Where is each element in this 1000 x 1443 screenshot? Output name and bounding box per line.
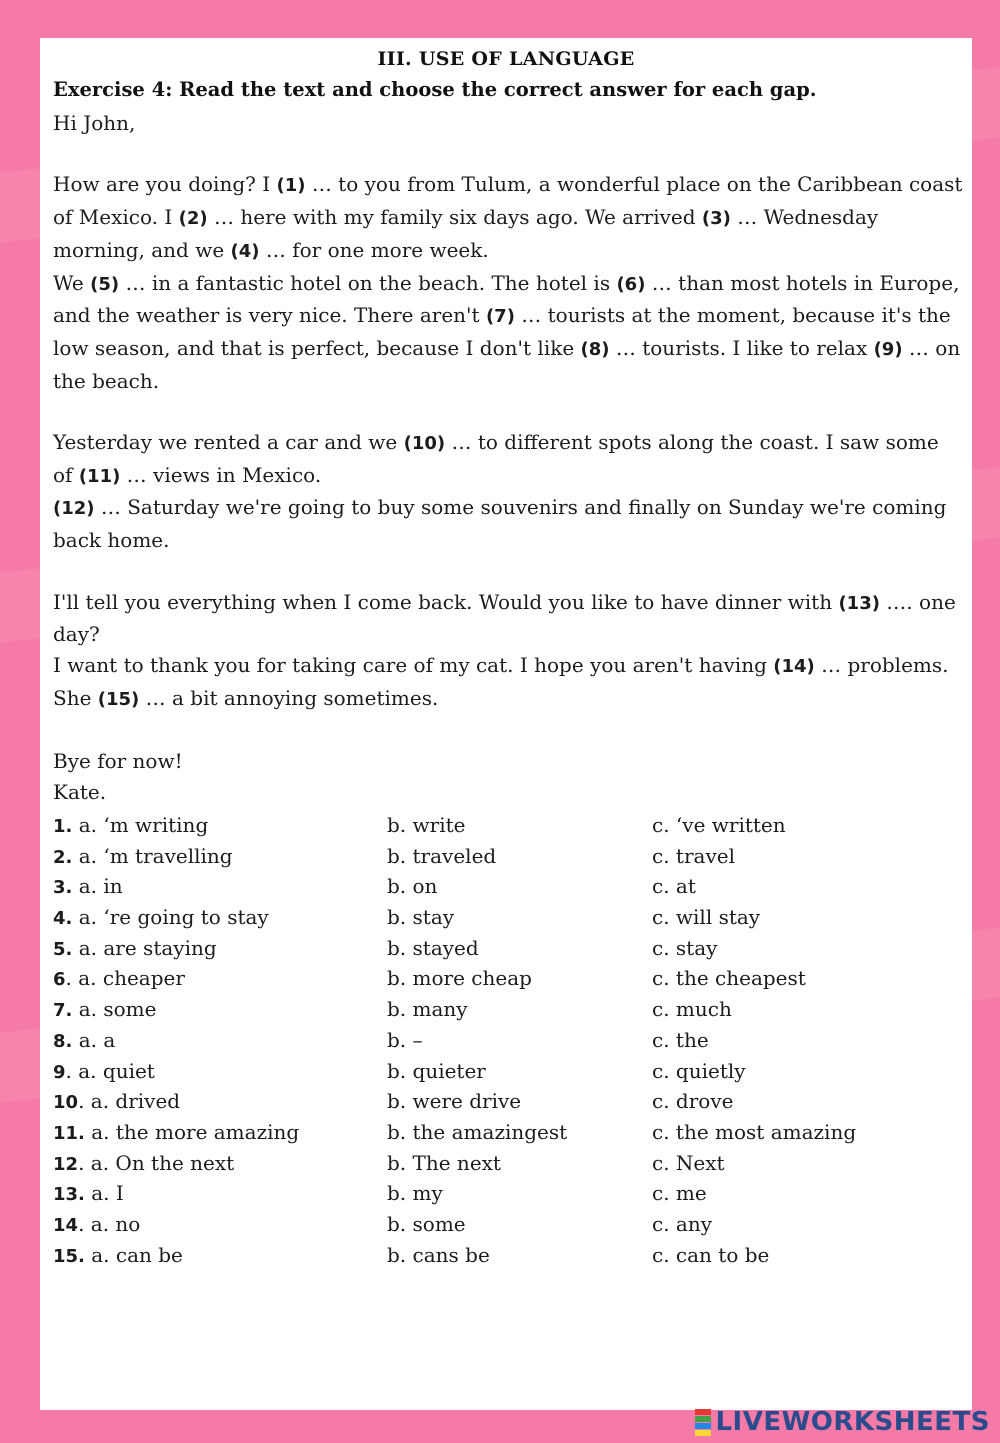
letter-closing: Bye for now! [53,749,183,773]
option-b[interactable]: b. the amazingest [387,1119,568,1144]
question-number: 3. [53,877,73,899]
option-b[interactable]: b. stayed [387,935,479,960]
letter-paragraph [53,492,963,555]
letter-text-run: … here with my family six days ago. We arrived [207,205,702,230]
letter-text-run: We [53,270,91,295]
option-a-text: a. ‘m travelling [72,843,233,868]
question-number: 15. [53,1245,85,1267]
option-a-text: a. can be [84,1242,183,1267]
option-a[interactable] [53,1117,299,1150]
option-a-text: . a. drived [78,1089,181,1114]
option-row [53,902,963,933]
option-a[interactable] [53,1056,155,1089]
exercise-instruction: Exercise 4: Read the text and choose the correct answer for each gap. [53,78,817,101]
liveworksheets-logo-icon [695,1409,711,1436]
option-a[interactable] [53,902,269,935]
option-c[interactable]: c. drove [652,1089,734,1114]
option-c[interactable]: c. stay [652,935,718,960]
letter-text-run: … a bit annoying sometimes. [139,685,439,710]
question-number: 12 [53,1153,79,1175]
option-a-text: a. ‘re going to stay [72,905,269,930]
option-a-text: a. the more amazing [84,1119,300,1144]
letter-text-run: Yesterday we rented a car and we [53,430,404,454]
option-a-text: a. a [72,1027,116,1052]
option-row [53,841,963,872]
option-a-text: a. in [72,874,123,899]
letter-paragraph [53,427,963,492]
option-a[interactable] [53,933,217,966]
option-a-text: a. some [72,997,157,1022]
option-b[interactable]: b. my [387,1181,443,1206]
option-c[interactable]: c. can to be [652,1242,770,1267]
section-heading: III. USE OF LANGUAGE [377,48,635,70]
gap-number: (15) [97,688,140,710]
option-c[interactable]: c. the [652,1027,709,1052]
option-b[interactable]: b. The next [387,1150,501,1175]
gap-number: (6) [616,273,646,295]
option-row [53,810,963,841]
question-number: 9 [53,1061,66,1083]
option-b[interactable]: b. some [387,1211,466,1236]
option-a[interactable] [53,1178,124,1211]
letter-text-run: I'll tell you everything when I come back. Would you like to have dinner with [53,589,839,614]
option-row [53,963,963,994]
option-a[interactable] [53,810,208,843]
letter-text-run: …. one day? [53,589,956,647]
option-row [53,1209,963,1240]
letter-text-run: … tourists. I like to relax [609,335,874,360]
option-a-text: . a. cheaper [65,966,185,991]
question-number: 1. [53,816,73,837]
letter-greeting: Hi John, [53,111,136,135]
letter-text-run: … in a fantastic hotel on the beach. The hotel is [119,270,617,295]
letter-paragraph [53,169,963,267]
gap-number: (12) [53,498,95,520]
letter-paragraph [53,268,963,397]
option-a[interactable] [53,871,123,904]
question-number: 13. [53,1184,85,1206]
question-number: 8. [53,1030,73,1052]
letter-text-run: … problems. She [53,652,949,710]
option-b[interactable]: b. write [387,813,466,837]
letter-text-run: How are you doing? I [53,172,277,197]
option-a[interactable] [53,1086,180,1119]
option-b[interactable]: b. were drive [387,1089,522,1114]
gap-number: (5) [90,273,120,295]
question-number: 11. [53,1122,85,1144]
gap-number: (4) [230,240,260,262]
option-c[interactable]: c. the most amazing [652,1119,857,1144]
option-a-text: a. are staying [72,935,217,960]
letter-text-run: … tourists at the moment, because it's the low season, and that is perfect, because I don't like [53,303,951,360]
question-number: 10 [53,1092,79,1114]
brand-name: LIVEWORKSHEETS [715,1407,990,1437]
option-row [53,1178,963,1209]
option-b[interactable]: b. on [387,874,438,899]
option-c[interactable]: c. quietly [652,1058,746,1083]
option-row [53,1056,963,1087]
option-b[interactable]: b. many [387,997,468,1022]
question-number: 4. [53,908,73,930]
option-a[interactable] [53,1209,140,1242]
letter-text-run: … Saturday we're going to buy some souvenirs and finally on Sunday we're coming back home. [53,495,947,553]
option-row [53,1117,963,1148]
option-b[interactable]: b. stay [387,905,455,930]
letter-paragraph [53,587,963,650]
gap-number: (9) [873,338,903,360]
gap-number: (13) [838,592,880,614]
option-c[interactable]: c. Next [652,1150,725,1175]
option-a-text: . a. On the next [78,1150,235,1175]
option-a-text: . a. quiet [65,1058,155,1083]
option-a[interactable] [53,994,156,1027]
option-a-text: a. ‘m writing [72,813,209,837]
letter-text-run: … on the beach. [53,335,961,393]
option-row [53,871,963,902]
gap-number: (3) [701,208,731,230]
option-c[interactable]: c. much [652,997,732,1022]
question-number: 6 [53,969,66,991]
letter-text-run: … for one more week. [259,237,489,262]
option-b[interactable]: b. – [387,1027,423,1052]
option-a[interactable] [53,1025,115,1058]
answer-options-list [53,810,963,1270]
question-number: 14 [53,1214,79,1236]
letter-text [53,108,963,807]
letter-paragraph [53,650,963,715]
option-c[interactable]: c. at [652,874,696,899]
option-b[interactable]: b. traveled [387,843,497,868]
letter-text-run: I want to thank you for taking care of my cat. I hope you aren't having [53,652,774,677]
option-b[interactable]: b. more cheap [387,966,532,991]
letter-text-run: … to you from Tulum, a wonderful place on the Caribbean coast of Mexico. I [53,172,963,230]
option-c[interactable]: c. ‘ve written [652,813,786,837]
question-number: 5. [53,938,73,960]
option-c[interactable]: c. will stay [652,905,761,930]
letter-signature: Kate. [53,779,107,804]
gap-number: (11) [78,465,121,487]
gap-number: (8) [580,338,610,360]
option-b[interactable]: b. quieter [387,1058,486,1083]
option-a[interactable] [53,1148,234,1181]
gap-number: (1) [276,175,306,197]
option-a[interactable] [53,1240,183,1273]
option-c[interactable]: c. the cheapest [652,966,806,991]
question-number: 7. [53,1000,73,1022]
liveworksheets-brand [695,1407,990,1437]
option-c[interactable]: c. travel [652,843,735,868]
option-row [53,994,963,1025]
gap-number: (14) [773,655,815,677]
option-a[interactable] [53,963,185,996]
letter-text-run: … Wednesday morning, and we [53,205,879,262]
gap-number: (7) [485,306,515,328]
option-b[interactable]: b. cans be [387,1242,490,1267]
option-row [53,1240,963,1271]
worksheet-page [40,38,972,1410]
option-row [53,933,963,964]
option-row [53,1148,963,1179]
letter-text-run: … to different spots along the coast. I saw some of [53,430,939,487]
question-number: 2. [53,846,73,868]
gap-number: (2) [178,208,208,230]
gap-number: (10) [403,433,446,454]
option-c[interactable]: c. any [652,1211,713,1236]
option-row [53,1086,963,1117]
option-row [53,1025,963,1056]
option-a[interactable] [53,841,233,874]
letter-text-run: … than most hotels in Europe, and the weather is very nice. There aren't [53,270,960,328]
letter-text-run: … views in Mexico. [120,462,322,487]
option-a-text: a. I [84,1181,124,1206]
option-a-text: . a. no [78,1211,141,1236]
option-c[interactable]: c. me [652,1181,707,1206]
